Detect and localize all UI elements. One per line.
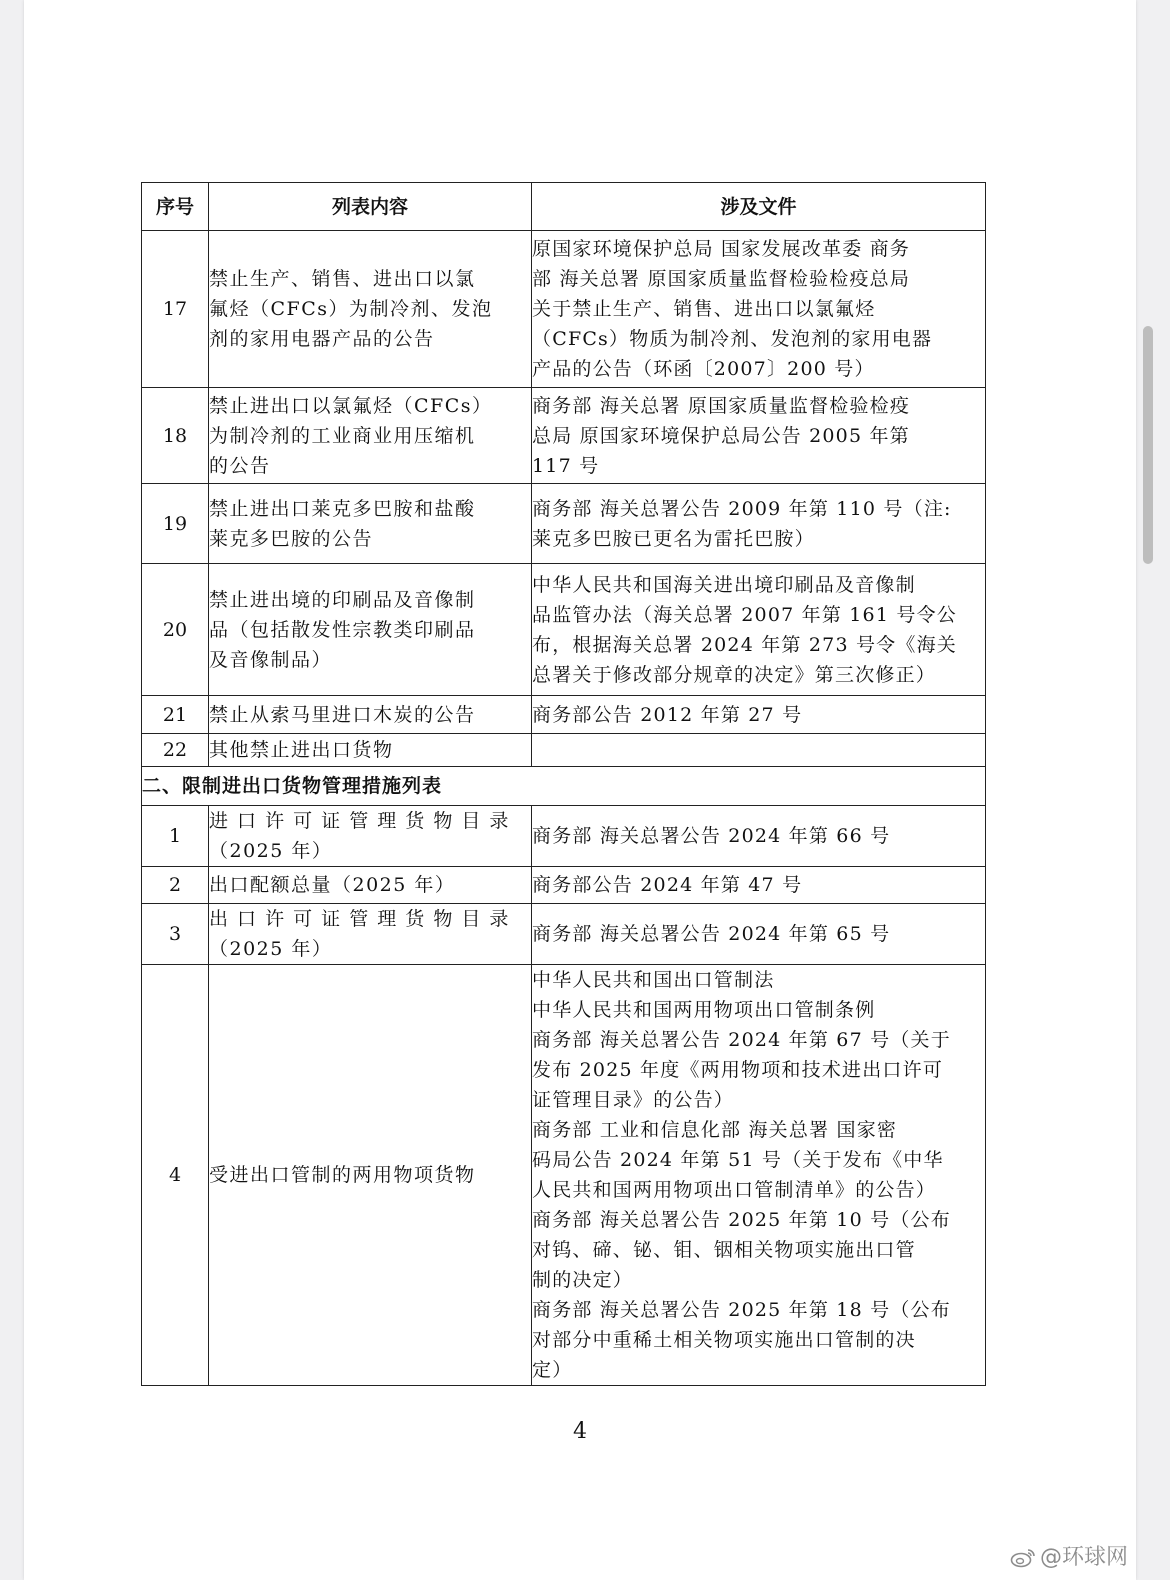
document-line: 商务部 海关总署公告 2025 年第 18 号（公布: [532, 1299, 951, 1321]
document-line: 证管理目录》的公告）: [532, 1089, 735, 1111]
row-list-content: [209, 806, 532, 867]
row-related-document: [532, 388, 986, 484]
document-line: 商务部 海关总署公告 2024 年第 65 号: [532, 923, 891, 945]
row-list-content: [209, 388, 532, 484]
content-line: 禁止进出境的印刷品及音像制: [209, 588, 476, 611]
table-row: [142, 965, 986, 1386]
row-list-content: [209, 484, 532, 564]
weibo-icon: [1010, 1548, 1036, 1568]
row-serial-number: 18: [142, 388, 209, 484]
document-line: 中华人民共和国海关进出境印刷品及音像制: [532, 573, 916, 596]
document-line: 原国家环境保护总局 国家发展改革委 商务: [532, 238, 911, 260]
content-line: （2025 年）: [209, 938, 333, 960]
document-line: 产品的公告（环函〔2007〕200 号）: [532, 358, 875, 380]
document-line: 商务部公告 2012 年第 27 号: [532, 703, 803, 726]
content-line: 品（包括散发性宗教类印刷品: [209, 618, 476, 641]
document-line: 总署关于修改部分规章的决定》第三次修正）: [532, 663, 937, 686]
content-line: 莱克多巴胺的公告: [209, 527, 374, 550]
header-list-content: 列表内容: [209, 183, 532, 231]
table-row: [142, 696, 986, 734]
table-row: [142, 867, 986, 904]
document-line: 中华人民共和国出口管制法: [532, 969, 775, 991]
row-list-content: [209, 231, 532, 388]
watermark: [1010, 1540, 1128, 1571]
row-serial-number: 19: [142, 484, 209, 564]
content-line: 的公告: [209, 454, 271, 477]
document-line: 商务部 海关总署公告 2024 年第 67 号（关于: [532, 1029, 951, 1051]
document-line: （CFCs）物质为制冷剂、发泡剂的家用电器: [532, 328, 933, 350]
row-related-document: [532, 867, 986, 904]
row-serial-number: 4: [142, 965, 209, 1386]
restricted-goods-rows: [142, 806, 986, 1386]
document-line: 码局公告 2024 年第 51 号（关于发布《中华: [532, 1149, 944, 1171]
document-line: 商务部 工业和信息化部 海关总署 国家密: [532, 1119, 898, 1141]
document-line: 制的决定）: [532, 1269, 634, 1291]
content-line: 进 口 许 可 证 管 理 货 物 目 录: [209, 810, 510, 832]
document-line: 商务部 海关总署公告 2025 年第 10 号（公布: [532, 1209, 951, 1231]
document-line: 人民共和国两用物项出口管制清单》的公告）: [532, 1179, 937, 1201]
document-line: 对钨、碲、铋、钼、铟相关物项实施出口管: [532, 1239, 916, 1261]
section-title: 二、限制进出口货物管理措施列表: [142, 767, 986, 806]
content-line: 禁止从索马里进口木炭的公告: [209, 703, 476, 726]
watermark-text: @环球网: [1040, 1545, 1129, 1570]
prohibited-goods-rows: [142, 231, 986, 767]
table-row: [142, 904, 986, 965]
table-row: [142, 231, 986, 388]
row-related-document: [532, 231, 986, 388]
content-line: 禁止生产、销售、进出口以氯: [209, 268, 476, 290]
document-line: 中华人民共和国两用物项出口管制条例: [532, 999, 876, 1021]
row-related-document: [532, 696, 986, 734]
scrollbar-thumb[interactable]: [1143, 326, 1153, 564]
row-list-content: [209, 867, 532, 904]
document-line: 对部分中重稀土相关物项实施出口管制的决: [532, 1329, 916, 1351]
content-line: 出口配额总量（2025 年）: [209, 874, 456, 896]
table-header-row: [142, 183, 986, 231]
row-serial-number: 17: [142, 231, 209, 388]
row-serial-number: 21: [142, 696, 209, 734]
document-line: 商务部公告 2024 年第 47 号: [532, 874, 803, 896]
page-number: 4: [573, 1419, 587, 1444]
row-list-content: [209, 965, 532, 1386]
content-line: 受进出口管制的两用物项货物: [209, 1164, 476, 1186]
content-line: 禁止进出口莱克多巴胺和盐酸: [209, 497, 476, 520]
section-header-row: [142, 767, 986, 806]
document-line: 部 海关总署 原国家质量监督检验检疫总局: [532, 268, 911, 290]
document-line: 商务部 海关总署公告 2024 年第 66 号: [532, 825, 891, 847]
header-related-documents: 涉及文件: [532, 183, 986, 231]
row-related-document: [532, 904, 986, 965]
table-row: [142, 484, 986, 564]
row-serial-number: 3: [142, 904, 209, 965]
document-line: 商务部 海关总署 原国家质量监督检验检疫: [532, 394, 911, 417]
document-line: 定）: [532, 1359, 573, 1381]
content-line: 禁止进出口以氯氟烃（CFCs）: [209, 394, 493, 417]
row-list-content: [209, 734, 532, 767]
header-serial-number: 序号: [142, 183, 209, 231]
content-line: 及音像制品）: [209, 648, 333, 671]
content-line: 剂的家用电器产品的公告: [209, 328, 435, 350]
document-line: 商务部 海关总署公告 2009 年第 110 号（注:: [532, 497, 952, 520]
document-line: 总局 原国家环境保护总局公告 2005 年第: [532, 424, 910, 447]
content-line: 为制冷剂的工业商业用压缩机: [209, 424, 476, 447]
content-line: 出 口 许 可 证 管 理 货 物 目 录: [209, 908, 510, 930]
document-line: 117 号: [532, 454, 600, 477]
row-related-document: [532, 806, 986, 867]
content-line: 其他禁止进出口货物: [209, 739, 394, 761]
document-line: 关于禁止生产、销售、进出口以氯氟烃: [532, 298, 876, 320]
row-related-document: [532, 734, 986, 767]
document-line: 布，根据海关总署 2024 年第 273 号令《海关: [532, 633, 957, 656]
table-row: [142, 564, 986, 696]
document-line: 发布 2025 年度《两用物项和技术进出口许可: [532, 1059, 944, 1081]
table-row: [142, 806, 986, 867]
document-line: 品监管办法（海关总署 2007 年第 161 号令公: [532, 603, 957, 626]
row-list-content: [209, 696, 532, 734]
row-related-document: [532, 564, 986, 696]
row-list-content: [209, 564, 532, 696]
document-line: 莱克多巴胺已更名为雷托巴胺）: [532, 527, 815, 550]
regulation-table: [141, 182, 986, 1386]
content-line: 氟烃（CFCs）为制冷剂、发泡: [209, 298, 493, 320]
row-related-document: [532, 484, 986, 564]
row-list-content: [209, 904, 532, 965]
table-row: [142, 388, 986, 484]
content-line: （2025 年）: [209, 840, 333, 862]
row-serial-number: 20: [142, 564, 209, 696]
table-row: [142, 734, 986, 767]
row-related-document: [532, 965, 986, 1386]
row-serial-number: 2: [142, 867, 209, 904]
row-serial-number: 22: [142, 734, 209, 767]
row-serial-number: 1: [142, 806, 209, 867]
